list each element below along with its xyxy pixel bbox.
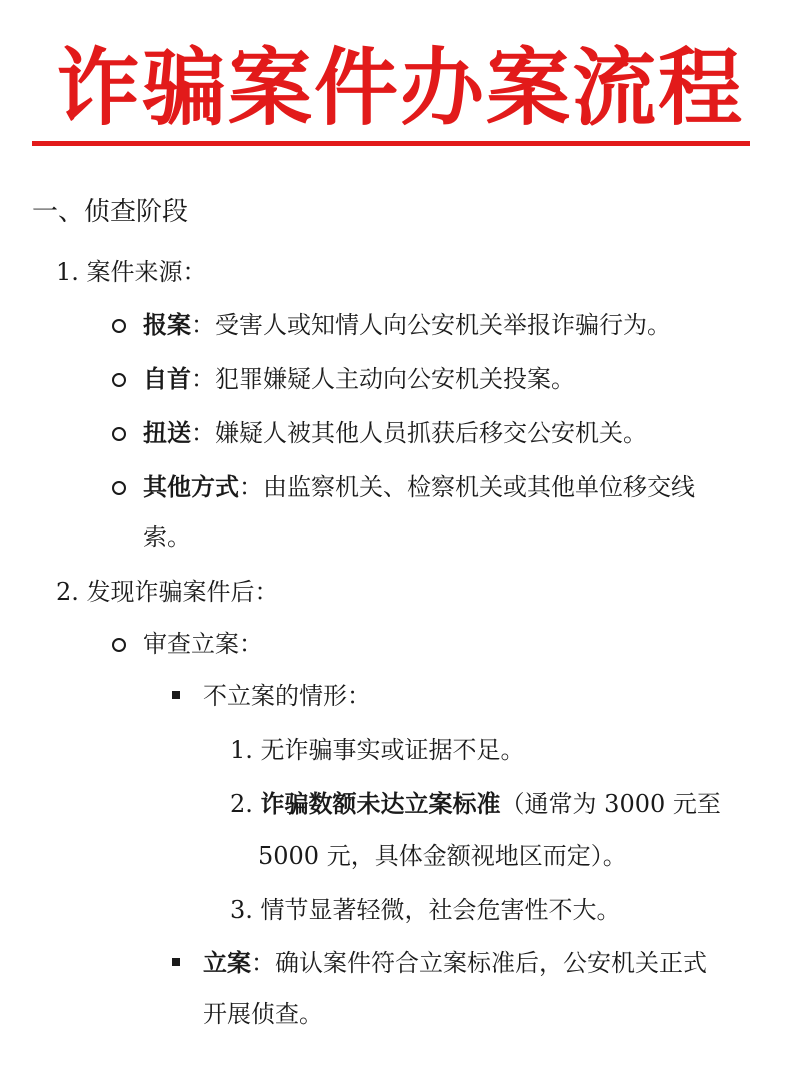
item-text: 情节显著轻微，社会危害性不大。 (260, 896, 621, 924)
description: 受害人或知情人向公安机关举报诈骗行为。 (215, 311, 671, 339)
source-item-other-continued: 索。 (143, 523, 191, 551)
source-item-other (143, 471, 695, 503)
item-text: 无诈骗事实或证据不足。 (260, 736, 525, 764)
square-bullet-icon (172, 691, 180, 699)
circle-bullet-icon (112, 427, 126, 441)
title-underline (32, 141, 750, 146)
not-filed-item-2 (230, 788, 721, 820)
separator: ： (191, 365, 215, 393)
term: 立案 (203, 948, 251, 977)
item-number: 1. (230, 736, 253, 764)
term: 其他方式 (143, 472, 239, 501)
item-number: 3. (230, 896, 253, 924)
source-item-report (143, 309, 671, 341)
not-filed-label: 不立案的情形： (203, 682, 371, 710)
circle-bullet-icon (112, 481, 126, 495)
circle-bullet-icon (112, 373, 126, 387)
description: 犯罪嫌疑人主动向公安机关投案。 (215, 365, 575, 393)
item-number: 2. (230, 790, 253, 818)
item-bold-text: 诈骗数额未达立案标准 (260, 789, 501, 818)
term: 自首 (143, 364, 191, 393)
term: 报案 (143, 310, 191, 339)
description: 确认案件符合立案标准后，公安机关正式 (275, 949, 707, 977)
separator: ： (251, 949, 275, 977)
not-filed-item-2-continued: 5000 元，具体金额视地区而定）。 (258, 842, 627, 870)
review-filing-label: 审查立案： (143, 630, 263, 658)
not-filed-item-1 (230, 734, 525, 766)
separator: ： (191, 419, 215, 447)
description: 嫌疑人被其他人员抓获后移交公安机关。 (215, 419, 647, 447)
numbered-item-1-label: 1. 案件来源： (56, 258, 207, 286)
circle-bullet-icon (112, 319, 126, 333)
separator: ： (191, 311, 215, 339)
circle-bullet-icon (112, 638, 126, 652)
not-filed-item-3 (230, 894, 621, 926)
description: 由监察机关、检察机关或其他单位移交线 (263, 473, 695, 501)
document-title: 诈骗案件办案流程 (55, 39, 744, 137)
numbered-item-2-label: 2. 发现诈骗案件后： (56, 578, 279, 606)
filed-item-continued: 开展侦查。 (203, 1000, 323, 1028)
section-heading: 一、侦查阶段 (32, 197, 189, 227)
square-bullet-icon (172, 958, 180, 966)
filed-item (203, 947, 707, 979)
separator: ： (239, 473, 263, 501)
source-item-surrender (143, 363, 575, 395)
term: 扭送 (143, 418, 191, 447)
item-text: （通常为 3000 元至 (500, 790, 721, 818)
source-item-escort (143, 417, 647, 449)
